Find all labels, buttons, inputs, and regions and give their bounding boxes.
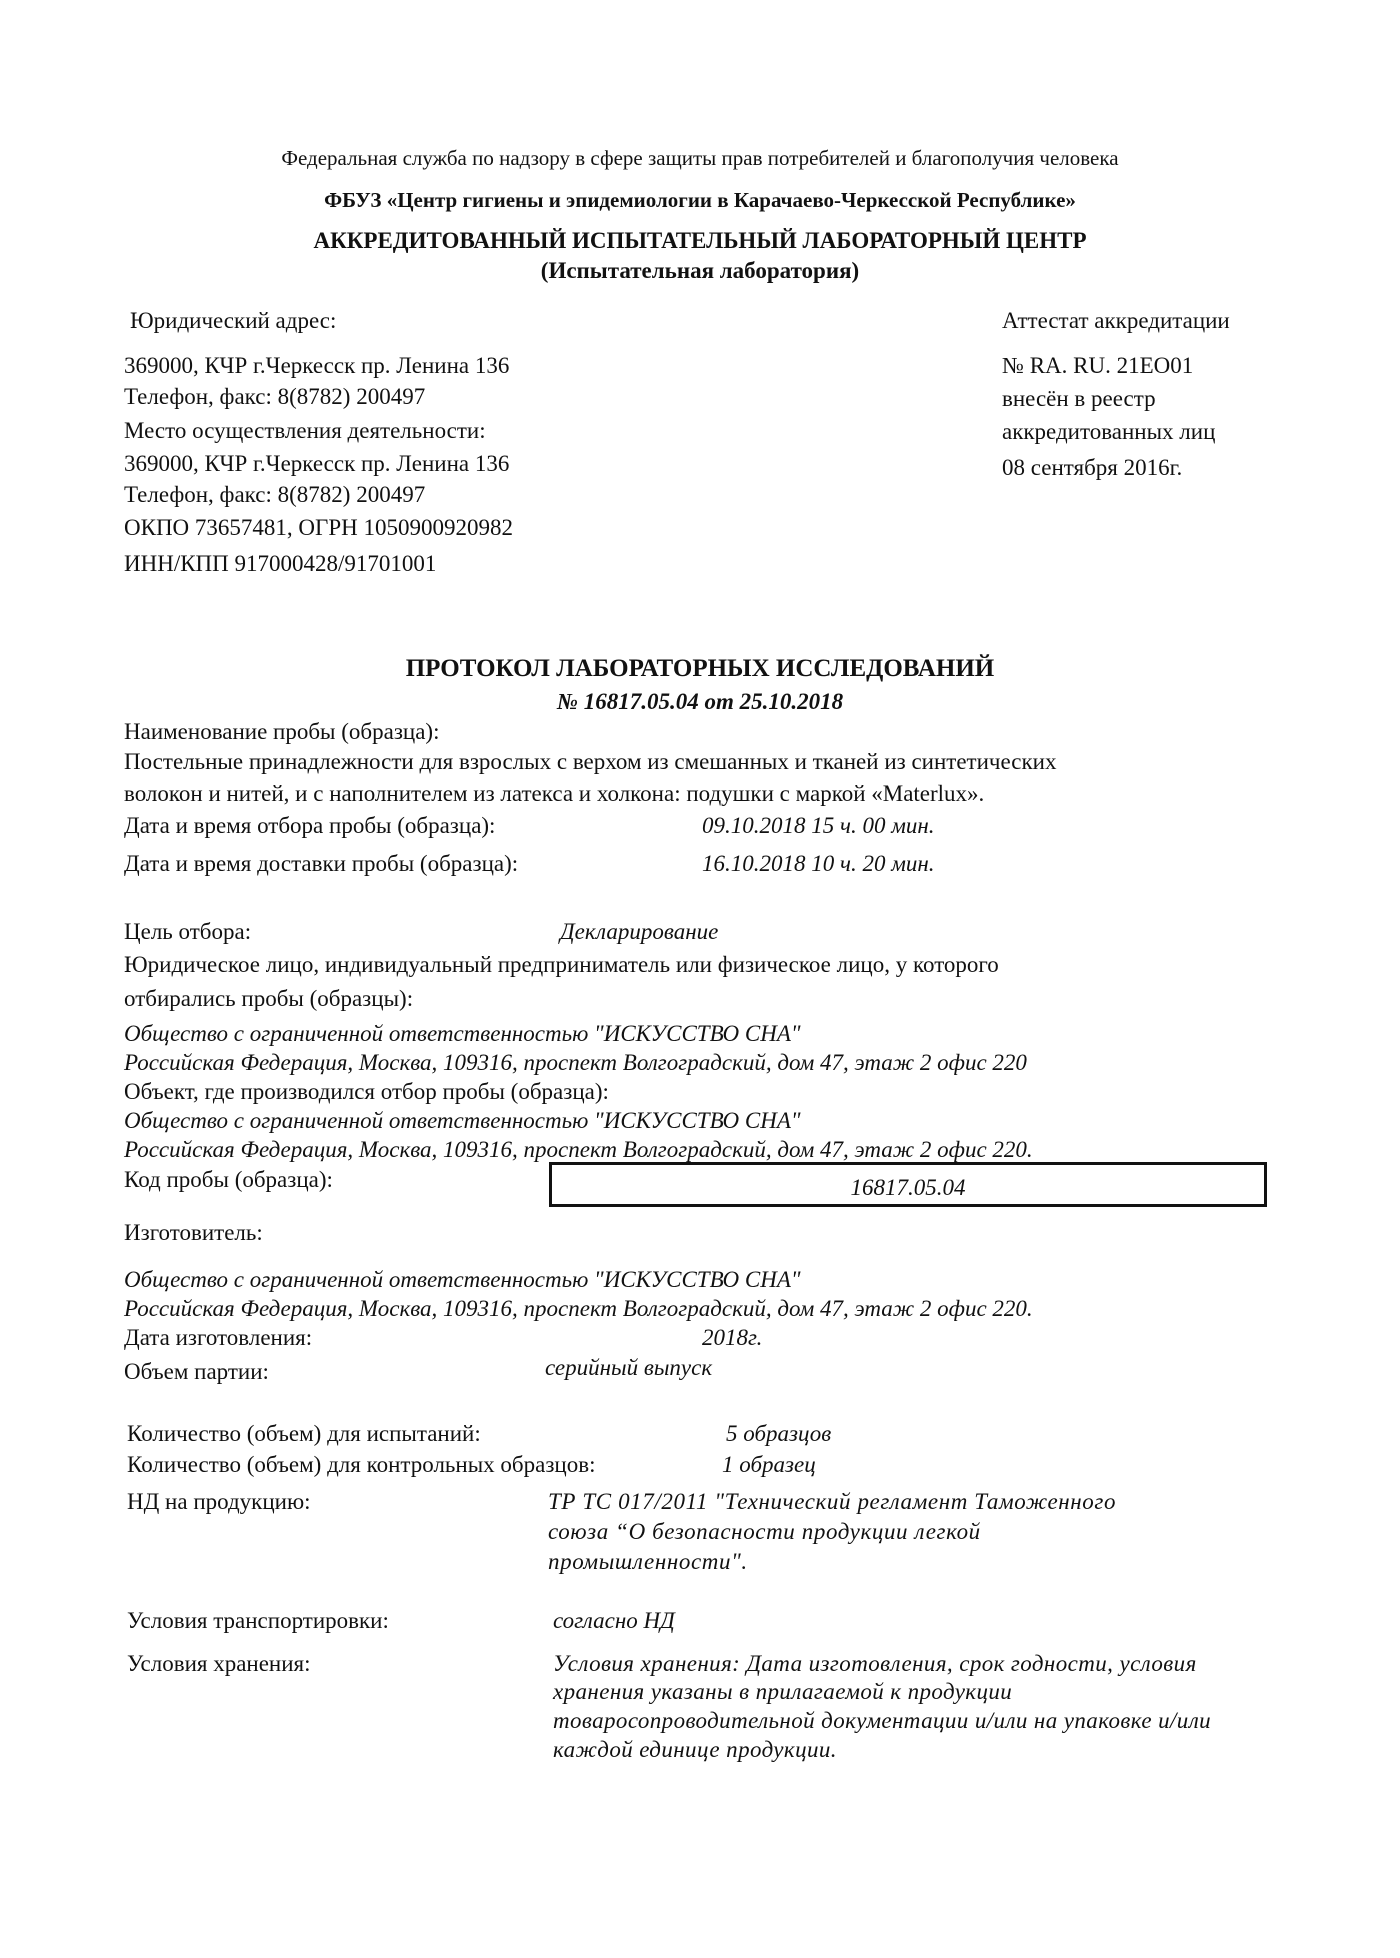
address-line: 369000, КЧР г.Черкесск пр. Ленина 136 xyxy=(124,451,510,476)
storage-conditions-label: Условия хранения: xyxy=(127,1651,311,1676)
normative-doc-line: промышленности". xyxy=(548,1549,748,1574)
delivery-datetime-value: 16.10.2018 10 ч. 20 мин. xyxy=(702,851,935,876)
sample-name-label: Наименование пробы (образца): xyxy=(124,719,440,744)
normative-doc-label: НД на продукцию: xyxy=(127,1489,311,1514)
manufacture-date-label: Дата изготовления: xyxy=(124,1325,313,1350)
batch-size-label: Объем партии: xyxy=(124,1359,269,1384)
entity-label: Юридическое лицо, индивидуальный предприниматель или физическое лицо, у которого xyxy=(124,952,999,977)
storage-conditions-line: каждой единице продукции. xyxy=(553,1737,837,1762)
sample-name-line: волокон и нитей, и с наполнителем из латекса и холкона: подушки с маркой «Materlux». xyxy=(124,781,985,806)
accreditation-line: внесён в реестр xyxy=(1002,386,1156,411)
transport-conditions-value: согласно НД xyxy=(553,1608,675,1633)
protocol-title: ПРОТОКОЛ ЛАБОРАТОРНЫХ ИССЛЕДОВАНИЙ xyxy=(405,655,995,682)
storage-conditions-line: Условия хранения: Дата изготовления, срок годности, условия xyxy=(553,1651,1197,1676)
normative-doc-line: ТР ТС 017/2011 "Технический регламент Таможенного xyxy=(548,1489,1117,1514)
storage-conditions-line: товаросопроводительной документации и/или на упаковке и/или xyxy=(553,1708,1212,1733)
agency-name: Федеральная служба по надзору в сфере защиты прав потребителей и благополучия человека xyxy=(281,146,1119,170)
organization-name: ФБУЗ «Центр гигиены и эпидемиологии в Карачаево-Черкесской Республике» xyxy=(324,188,1076,212)
sampling-datetime-value: 09.10.2018 15 ч. 00 мин. xyxy=(702,813,935,838)
control-quantity-label: Количество (объем) для контрольных образцов: xyxy=(127,1452,596,1477)
accreditation-line: аккредитованных лиц xyxy=(1002,419,1216,444)
delivery-datetime-label: Дата и время доставки пробы (образца): xyxy=(124,851,519,876)
entity-label-cont: отбирались пробы (образцы): xyxy=(124,986,414,1011)
sample-name-line: Постельные принадлежности для взрослых с верхом из смешанных и тканей из синтетических xyxy=(124,749,1057,774)
transport-conditions-label: Условия транспортировки: xyxy=(127,1608,389,1633)
manufacturer-address: Российская Федерация, Москва, 109316, проспект Волгоградский, дом 47, этаж 2 офис 220. xyxy=(124,1296,1033,1321)
accreditation-line: 08 сентября 2016г. xyxy=(1002,455,1183,480)
address-line: ИНН/КПП 917000428/91701001 xyxy=(124,551,437,576)
sampling-datetime-label: Дата и время отбора пробы (образца): xyxy=(124,813,496,838)
entity-address: Российская Федерация, Москва, 109316, проспект Волгоградский, дом 47, этаж 2 офис 220 xyxy=(124,1050,1027,1075)
manufacturer-name: Общество с ограниченной ответственностью "ИСКУССТВО СНА" xyxy=(124,1267,801,1292)
address-line: Телефон, факс: 8(8782) 200497 xyxy=(124,482,426,507)
object-label: Объект, где производился отбор пробы (образца): xyxy=(124,1079,609,1104)
entity-name: Общество с ограниченной ответственностью "ИСКУССТВО СНА" xyxy=(124,1021,801,1046)
center-title: АККРЕДИТОВАННЫЙ ИСПЫТАТЕЛЬНЫЙ ЛАБОРАТОРНЫЙ ЦЕНТР xyxy=(313,228,1087,253)
accreditation-label: Аттестат аккредитации xyxy=(1002,308,1230,333)
address-line: Место осуществления деятельности: xyxy=(124,418,486,443)
normative-doc-line: союза “О безопасности продукции легкой xyxy=(548,1519,981,1544)
manufacture-date-value: 2018г. xyxy=(702,1325,763,1350)
manufacturer-label: Изготовитель: xyxy=(124,1220,263,1245)
purpose-label: Цель отбора: xyxy=(124,919,252,944)
purpose-value: Декларирование xyxy=(560,919,719,944)
accreditation-line: № RA. RU. 21ЕО01 xyxy=(1002,353,1194,378)
control-quantity-value: 1 образец xyxy=(722,1452,816,1477)
sample-code-box xyxy=(549,1162,1267,1207)
object-name: Общество с ограниченной ответственностью "ИСКУССТВО СНА" xyxy=(124,1108,801,1133)
address-line: 369000, КЧР г.Черкесск пр. Ленина 136 xyxy=(124,353,510,378)
object-address: Российская Федерация, Москва, 109316, проспект Волгоградский, дом 47, этаж 2 офис 220. xyxy=(124,1137,1033,1162)
address-line: ОКПО 73657481, ОГРН 1050900920982 xyxy=(124,515,513,540)
batch-size-value: серийный выпуск xyxy=(545,1355,713,1380)
test-quantity-value: 5 образцов xyxy=(726,1421,832,1446)
test-quantity-label: Количество (объем) для испытаний: xyxy=(127,1421,481,1446)
protocol-number: № 16817.05.04 от 25.10.2018 xyxy=(556,689,844,714)
lab-subtitle: (Испытательная лаборатория) xyxy=(540,258,860,283)
address-line: Телефон, факс: 8(8782) 200497 xyxy=(124,384,426,409)
storage-conditions-line: хранения указаны в прилагаемой к продукции xyxy=(553,1679,1013,1704)
legal-address-label: Юридический адрес: xyxy=(130,308,337,333)
sample-code-value: 16817.05.04 xyxy=(850,1175,966,1200)
sample-code-label: Код пробы (образца): xyxy=(124,1167,333,1192)
